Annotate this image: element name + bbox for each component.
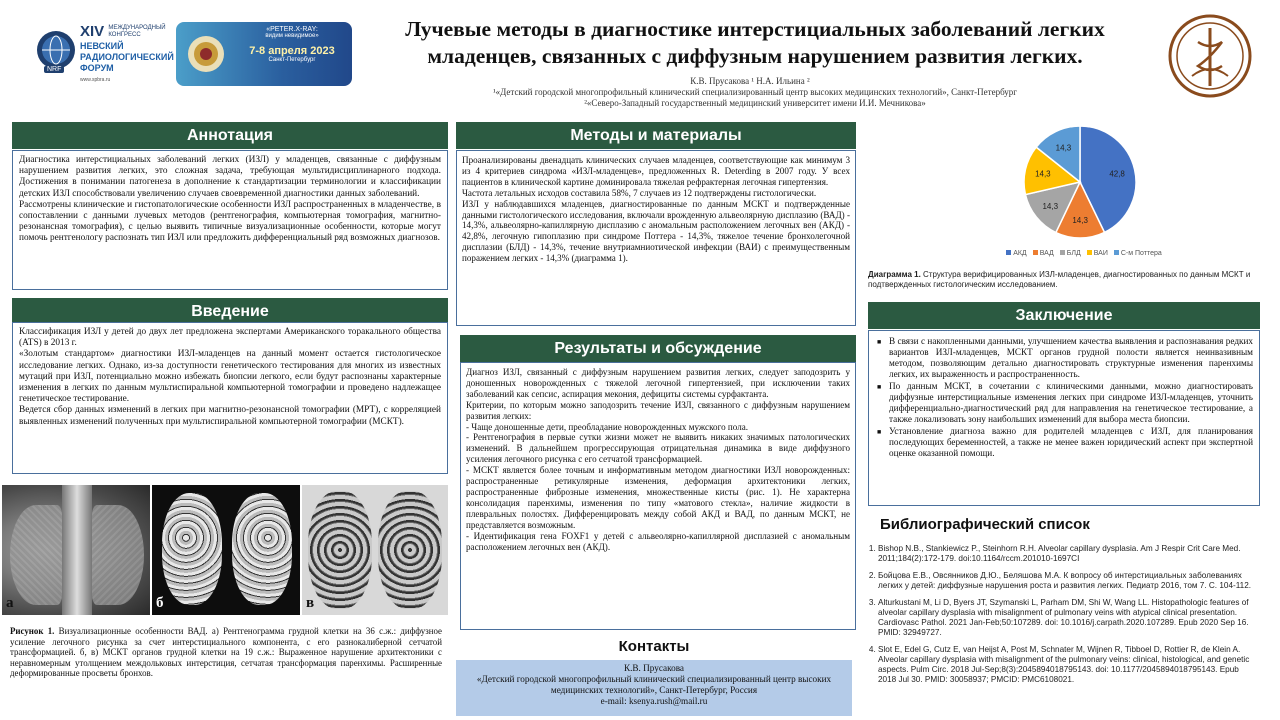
legend-entry [1033,250,1054,257]
contact-org: «Детский городской многопрофильный клинический специализированный центр высоких медицинских технологий», Санкт-Петербург, Россия [476,674,832,695]
legend-label: БЛД [1066,250,1081,257]
conclusion-item: ■ Установление диагноза важно для родителей младенцев с ИЗЛ, для планирования последующих беременностей, а также не менее важен юридический аспект при экспертной оценке оказанной помощи. [889,426,1253,459]
badge-top: «PETER.X-RAY: [266,26,318,33]
results-header: Результаты и обсуждение [460,335,856,362]
annotation-p2: Рассмотрены клинические и гистопатологические особенности ИЗЛ распространенных в младенчестве, в сопоставлении с данными лучевых методов (рентгенография, компьютерная томография, магнитно-резонансная томография), с целью выявить типичные визуализационные особенности, которые могут помочь рентгенологу распознать тип ИЗЛ или предложить дифференциальный ряд возможных диагнозов. [19,199,441,244]
intro-p1: Классификация ИЗЛ у детей до двух лет предложена экспертами Американского торакального общества (ATS) в 2013 г. [19,327,441,349]
figure1-caption-text: Визуализационные особенности ВАД. а) Рентгенограмма грудной клетки на 36 с.ж.: диффузное усиление легочного рисунка за счет интерстициального компонента, с его разнокалиберной сетчатой трансформацией. б, в) МСКТ органов грудной клетки на 19 с.ж.: Выраженное нарушение архитектоники с неравномерным утолщением междольковых интерстиция, сетчатая трансформация паренхимы. Расширенные деформированные просветы бронхов. [10,626,442,679]
congress-line: МЕЖДУНАРОДНЫЙ КОНГРЕСС [108,25,166,39]
caduceus-emblem-icon [1168,14,1252,98]
chart-caption [868,270,1260,290]
legend-entry [1087,250,1108,257]
conclusion-header: Заключение [868,302,1260,329]
reference-item: 2. Бойцова Е.В., Овсянников Д.Ю., Беляшова М.А. К вопросу об интерстициальных заболеваниях легких у детей: диффузные нарушения роста и развития легких. Педиатр 2016, том 7. С. 104-112. [878,571,1258,591]
university-logo [1168,14,1252,98]
affiliation-2: ²«Северо-Западный государственный медицинский университет имени И.И. Мечникова» [584,98,926,108]
figure-label-b: б [156,595,164,611]
figure-label-c: в [306,595,315,611]
annotation-header: Аннотация [12,122,448,149]
results-p2: Критерии, по которым можно заподозрить течение ИЗЛ, связанного с диффузным нарушением развития легких: [466,399,850,421]
legend-label: ВАД [1039,250,1054,257]
legend-entry [1060,250,1081,257]
figure-label-a: а [6,595,14,611]
references-list [866,544,1258,692]
affiliation-1: ¹«Детский городской многопрофильный клинический специализированный центр высоких медицинских технологий», Санкт-Петербург [492,87,1017,97]
conclusion-item: ■ В связи с накопленными данными, улучшением качества выявления и распознавания редких вариантов ИЗЛ-младенцев, МСКТ органов грудной полости является неинвазивным методом, позволяющим детально диагностировать структурные изменения паренхимы легких, их выраженность и распространенность. [889,336,1253,380]
annotation-body [12,150,448,290]
contacts-header: Контакты [618,638,690,655]
results-p4: - Рентгенография в первые сутки жизни может не выявить никаких значимых патологических изменений. В дальнейшем прогрессирующая отрицательная динамика в виде диффузного усиления легочного рисунка с его сетчатой трансформацией. [466,432,850,465]
contact-email[interactable]: e-mail: ksenya.rush@mail.ru [600,696,708,706]
legend-swatch [1033,250,1038,255]
legend-swatch [1114,250,1119,255]
pie-legend [994,250,1174,257]
legend-label: ВАИ [1093,250,1108,257]
congress-logo [36,22,176,82]
methods-header: Методы и материалы [456,122,856,149]
badge-date: 7-8 апреля 2023 [249,45,335,57]
results-p6: - Идентификация гена FOXF1 у детей с альвеолярно-капиллярной дисплазией с аномальным расположением легочных вен (АКД). [466,530,850,552]
methods-p2: Частота летальных исходов составила 58%, 7 случаев из 12 подтверждены гистологически. [462,187,817,198]
intro-p2: «Золотым стандартом» диагностики ИЗЛ-младенцев на данный момент остается гистологическое исследование легких. Однако, из-за доступности генетического тестирования для многих из известных мутаций при ИЗЛ, потенциально можно избежать биопсии легкого, если будут распознаны характерные изменения в легких по данным мультиспиральной компьютерной томографии и проведено надлежащее генетическое тестирование. [19,349,441,405]
emblem-icon [186,34,226,74]
methods-body [456,150,856,326]
event-badge [176,22,352,86]
xray-image-a [2,485,150,615]
forum-name: НЕВСКИЙ РАДИОЛОГИЧЕСКИЙ ФОРУМ [80,41,174,74]
conclusion-item: ■ По данным МСКТ, в сочетании с клиническими данными, можно диагностировать диффузные интерстициальные изменения легких при синдроме ИЗЛ-младенцев, уточнить дифференциально-диагностический ряд для направления на генетическое тестирование, а также локализовать зону наибольших изменений для выбора места биопсии. [889,381,1253,425]
legend-label: С-м Поттера [1120,250,1162,257]
forum-site: www.spbra.ru [80,77,111,84]
references-title: Библиографический список [880,516,1090,533]
authors: К.В. Прусакова ¹ Н.А. Ильина ² [690,76,810,86]
reference-item: 4. Slot E, Edel G, Cutz E, van Heijst A, Post M, Schnater M, Wijnen R, Tibboel D, Rottier R, de Klein A. Alveolar capillary dysplasia with misalignment of the pulmonary veins: clinical, histological, and genetic aspects. Pulm Circ. 2018 Jul-Sep;8(3):2045894018795143. doi: 10.1177/2045894018795143. Epub 2018 Jul 30. PMID: 30058937; PMCID: PMC6108021. [878,645,1258,685]
legend-entry [1006,250,1027,257]
congress-number: XIV [80,23,105,40]
title-line-2: младенцев, связанных с диффузным нарушением развития легких. [427,44,1083,68]
legend-swatch [1060,250,1065,255]
methods-p1: Проанализированы двенадцать клинических случаев младенцев, соответствующие как минимум 3 из 4 критериев синдрома «ИЗЛ-младенцев», предложенных R. Deterding в 2007 году. У всех пациентов в клинической картине доминировала тяжелая рефрактерная легочная гипертензия. [462,155,850,187]
legend-entry [1114,250,1162,257]
results-body [460,362,856,630]
contacts-body [456,660,852,716]
intro-header: Введение [12,298,448,325]
reference-item: 1. Bishop N.B., Stankiewicz P., Steinhorn R.H. Alveolar capillary dysplasia. Am J Respir Crit Care Med. 2011;184(2):172-179. doi:10.1164/rccm.201010-1697CI [878,544,1258,564]
nrf-badge: NRF [44,66,64,73]
conclusion-list [875,336,1253,459]
figure1-caption-bold: Рисунок 1. [10,626,55,636]
methods-p3: ИЗЛ у наблюдавшихся младенцев, диагностированные по данным МСКТ и подтвержденные данными гистологического исследования, включали врожденную альвеолярную дисплазию (ВАД) - 14,3%, альвеолярно-капиллярную дисплазию с аномальным расположением легочных вен (АКД) - 42,8%, легочную гипоплазию при синдроме Поттера - 14,3%, тяжелое течение бронхолегочной дисплазии (БЛД) - 14,3%, течение внутриамниотической инфекции (ВАИ) с преимущественным поражением легких - 14,3% (диаграмма 1). [462,198,850,264]
pie-data-label: 42,8 [1109,169,1125,179]
pie-data-label: 14,3 [1035,169,1051,179]
globe-icon [36,30,76,70]
pie-chart-svg [1000,118,1160,252]
badge-city: Санкт-Петербург [268,57,316,63]
contact-name: К.В. Прусакова [623,663,684,673]
legend-label: АКД [1013,250,1027,257]
results-p3: - Чаще доношенные дети, преобладание новорожденных мужского пола. [466,421,749,432]
intro-body [12,322,448,474]
figure1-caption [10,626,442,679]
results-p5: - МСКТ является более точным и информативным методом диагностики ИЗЛ новорожденных: распространенные ретикулярные изменения, деформация архитектоники легких, распространенные фиброзные изменения, множественные кисты (рис. 1). Не характерна консолидация паренхимы, изменения по типу «матового стекла», наличие жидкости в плевральных полостях. Дифференцировать между собой АКД и ВАД, по данным МСКТ, не представляется возможным. [466,465,850,530]
results-p1: Диагноз ИЗЛ, связанный с диффузным нарушением развития легких, следует заподозрить у доношенных новорожденных с тяжелой легочной гипертензией, при исключении таких заболеваний как сепсис, аспирация мекония, дефициты системы сурфактанта. [466,367,850,399]
title-line-1: Лучевые методы в диагностике интерстициальных заболеваний легких [405,17,1105,41]
pie-chart [1000,118,1160,266]
ct-image-b [152,485,300,615]
conclusion-body [868,330,1260,506]
chart-caption-bold: Диаграмма 1. [868,270,921,279]
reference-item: 3. Alturkustani M, Li D, Byers JT, Szymanski L, Parham DM, Shi W, Wang LL. Histopathologic features of alveolar capillary dysplasia with misalignment of pulmonary veins with atypical clinical presentation. Cardiovasc Pathol. 2021 Jan-Feb;50:107289. doi: 10.1016/j.carpath.2020.107289. Epub 2020 Sep 16. PMID: 32949727. [878,598,1258,638]
pie-data-label: 14,3 [1072,216,1088,226]
pie-data-label: 14,3 [1055,143,1072,153]
ct-image-c [302,485,448,615]
badge-sub: видим невидимое» [265,33,319,39]
poster-title [360,16,1150,70]
chart-caption-text: Структура верифицированных ИЗЛ-младенцев, диагностированных по данным МСКТ и подтвержденных гистологическим исследованием. [868,270,1251,289]
legend-swatch [1006,250,1011,255]
intro-p3: Ведется сбор данных изменений в легких при магнитно-резонансной томографии (МРТ), с корреляцией выявленных изменений полученных при мультиспиральной компьютерной томографии (МСКТ). [19,405,441,427]
legend-swatch [1087,250,1092,255]
annotation-p1: Диагностика интерстициальных заболеваний легких (ИЗЛ) у младенцев, связанные с диффузным нарушением развития легких, это сложная задача, требующая мультидисциплинарного подхода. Достижения в понимании патогенеза в дополнение к стандартизации терминологии и классификации детских ИЗЛ способствовали увеличению случаев своевременной диагностики данных заболеваний. [19,155,441,199]
pie-data-label: 14,3 [1042,201,1059,211]
